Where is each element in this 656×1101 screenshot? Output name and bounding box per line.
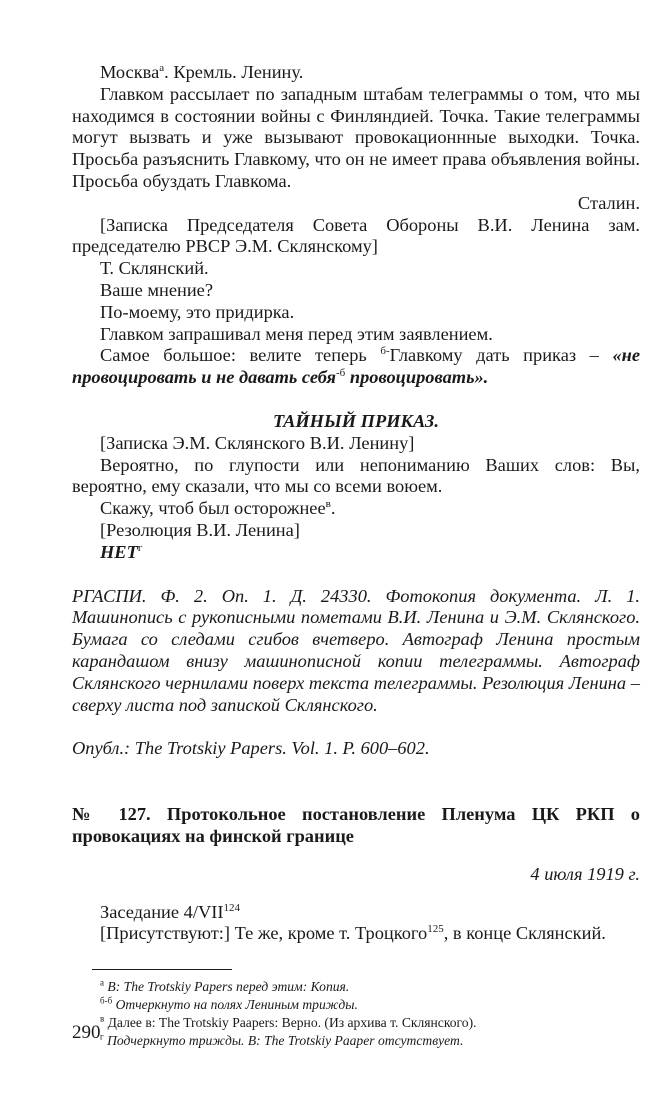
page-body xyxy=(72,62,640,1050)
note-line: По-моему, это придирка. xyxy=(100,301,295,322)
document-date: 4 июля 1919 г. xyxy=(530,863,640,884)
footnote-mark: а xyxy=(159,61,165,74)
secret-order-heading: ТАЙНЫЙ ПРИКАЗ. xyxy=(273,410,439,431)
note-body: Вероятно, по глупости или непониманию Ваших слов: Вы, вероятно, ему сказали, что мы со всеми воюем. xyxy=(72,454,640,497)
footnote-mark: б- xyxy=(380,345,390,358)
page-number: 290 xyxy=(72,1022,101,1043)
publication-ref: Опубл.: The Trotskiy Papers. Vol. 1. P. 600–602. xyxy=(72,738,430,759)
note-line: Ваше мнение? xyxy=(100,279,214,300)
resolution-text: $НЕТ^г$ xyxy=(100,541,143,562)
note-ref: 125 xyxy=(427,923,444,936)
telegram-signature: Сталин. xyxy=(577,192,640,213)
telegram-address: Москва$^а$. Кремль. Ленину. xyxy=(100,61,304,82)
note-header: [Записка Э.М. Склянского В.И. Ленину] xyxy=(100,432,415,453)
note-line: Т. Склянский. xyxy=(100,258,209,279)
note-order-line: Самое большое: велите теперь $^{б-}$Главкому дать приказ – «не провоцировать и не давать себя$^{-б}$ провоцировать». xyxy=(72,345,641,388)
footnote-item: $^{б-б}$ Отчеркнуто на полях Лениным трижды. xyxy=(100,995,358,1013)
session-line: Заседание 4/VII$^{124}$ xyxy=(100,901,240,922)
telegram-body: Главком рассылает по западным штабам телеграммы о том, что мы находимся в состоянии войны с Финляндией. Точка. Такие телеграммы могут вызвать и уже вызывают провокационнные выходки. Точка. Просьба разъяснить Главкому, что он не имеет права объявления войны. Просьба обуздать Главкома. xyxy=(72,83,640,191)
footnote-item: $^в$ Далее в: The Trotskiy Paapers: Верно. (Из архива т. Склянского). xyxy=(100,1013,477,1031)
note-header: [Записка Председателя Совета Обороны В.И. Ленина зам. председателю РВСР Э.М. Склянскому] xyxy=(72,214,640,257)
footnote-mark: в xyxy=(325,498,331,511)
resolution-header: [Резолюция В.И. Ленина] xyxy=(100,519,300,540)
footnote-divider xyxy=(92,969,232,970)
archive-source: РГАСПИ. Ф. 2. Оп. 1. Д. 24330. Фотокопия документа. Л. 1. Машинопись с рукописными пометами В.И. Ленина и Э.М. Склянского. Бумага со следами сгибов вчетверо. Автограф Ленина простым карандашом внизу машинописной копии телеграммы. Автограф Склянского чернилами поверх текста телеграммы. Резолюция Ленина – сверху листа под запиской Склянского. xyxy=(72,585,640,715)
footnote-item: $^г$ Подчеркнуто трижды. В: The Trotskiy Paaper отсутствует. xyxy=(100,1031,464,1049)
footnotes xyxy=(72,978,640,1050)
note-line: Главком запрашивал меня перед этим заявлением. xyxy=(100,323,493,344)
present-line: [Присутствуют:] Те же, кроме т. Троцкого$^{125}$, в конце Склянский. xyxy=(100,923,606,944)
document-title: № 127. Протокольное постановление Пленума ЦК РКП о провокациях на финской границе xyxy=(72,804,640,846)
footnote-mark: -б xyxy=(335,367,346,380)
footnote-item: $^а$ В: The Trotskiy Papers перед этим: Копия. xyxy=(100,977,350,995)
note-line: Скажу, чтоб был осторожнее$^в$. xyxy=(100,498,336,519)
note-ref: 124 xyxy=(223,901,240,914)
footnote-mark: г xyxy=(137,541,143,554)
